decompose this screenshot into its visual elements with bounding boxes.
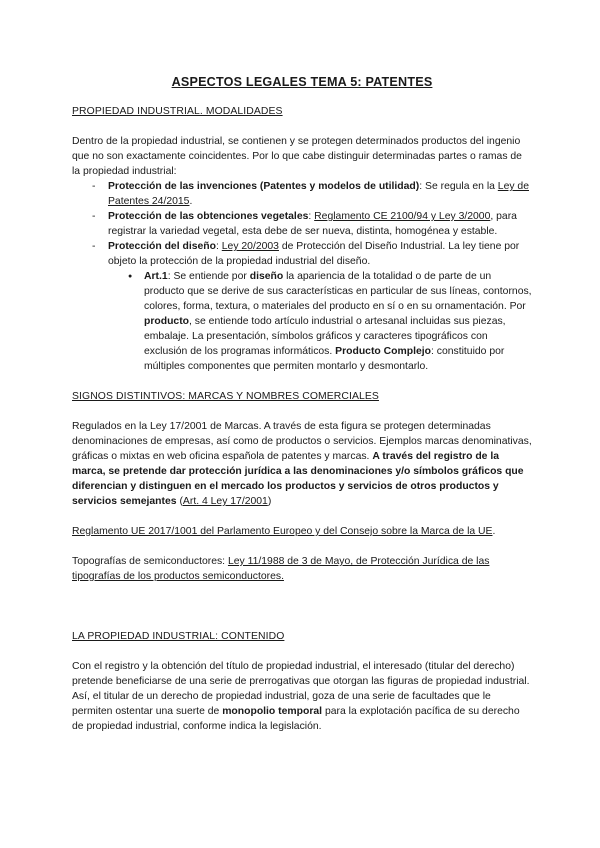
item-text: . [189,196,193,207]
section-heading-signos: SIGNOS DISTINTIVOS: MARCAS Y NOMBRES COMERCIALES [72,391,379,402]
document-page [72,74,532,749]
list-item-invenciones [72,179,532,209]
law-link[interactable]: Reglamento UE 2017/1001 del Parlamento Europeo y del Consejo sobre la Marca de la UE [72,526,493,537]
item-title: Protección de las invenciones (Patentes y modelos de utilidad) [108,181,420,192]
paragraph-text: Con el registro y la obtención del título de propiedad industrial, el interesado (titular del derecho) pretende beneficiarse de una serie de prerrogativas que otorgan las figuras de propiedad industrial. Así, el titular de un derecho de propiedad industrial, goza de una serie de facultades que le permiten ostentar una suerte de [72,661,530,717]
sublist-item-art1 [108,269,532,374]
intro-paragraph: Dentro de la propiedad industrial, se contienen y se protegen determinados productos del ingenio que no son exactamente coincidentes. Por lo que cabe distinguir determinadas partes o ramas de la propiedad industrial: [72,136,522,177]
bold-term: producto [144,316,190,327]
paragraph-text: ) [267,496,272,507]
item-text: : [215,241,222,252]
item-text: la apariencia de la totalidad o de parte de un producto que se derive de sus características en particular de sus líneas, contornos, colores, forma, textura, o materiales del producto en sí o en su ornamentación. Por [144,271,532,312]
item-text: : [308,211,315,222]
bold-term: Producto Complejo [335,346,431,357]
item-title: Protección de las obtenciones vegetales [108,211,309,222]
item-text: , se entiende todo artículo industrial o artesanal incluidas sus piezas, embalaje. La presentación, símbolos gráficos y caracteres tipográficos con exclusión de los programas informáticos. [144,316,506,357]
bold-term: monopolio temporal [222,706,323,717]
paragraph-text: ( [176,496,183,507]
item-text: : Se entiende por [167,271,250,282]
law-link[interactable]: Art. 4 Ley 17/2001 [182,496,268,507]
document-title: ASPECTOS LEGALES TEMA 5: PATENTES [171,75,433,89]
paragraph-text: para la explotación pacífica de su derecho de propiedad industrial, conforme indica la legislación. [72,706,520,732]
article-sublist [108,269,532,374]
bold-statement: A través del registro de la marca, se pretende dar protección jurídica a las denominaciones y/o símbolos gráficos que diferencian y distinguen en el mercado los productos y servicios de otros productos y servicios semejantes [72,451,524,507]
paragraph-text: . [492,526,496,537]
list-item-vegetales [72,209,532,239]
item-text: : constituido por múltiples componentes que permiten montarlo y desmontarlo. [144,346,505,372]
section-heading-modalidades: PROPIEDAD INDUSTRIAL. MODALIDADES [72,106,283,117]
paragraph-text: Regulados en la Ley 17/2001 de Marcas. A través de esta figura se protegen determinadas denominaciones de empresas, así como de productos o servicios. Ejemplos marcas denominativas, gráficas o mixtas en web oficina española de patentes y marcas. [72,421,532,462]
list-item-diseno [72,239,532,374]
paragraph-text: Topografías de semiconductores: [72,556,228,567]
law-link[interactable]: Ley 11/1988 de 3 de Mayo, de Protección Jurídica de las tipografías de los productos semiconductores. [72,556,490,582]
law-link[interactable]: Ley de Patentes 24/2015 [108,181,529,207]
spacer [72,599,532,629]
item-text: : Se regula en la [419,181,498,192]
modalities-list [72,179,532,374]
topografias-paragraph [72,554,532,584]
item-text: , para registrar la variedad vegetal, esta debe de ser nueva, distinta, homogénea y estable. [108,211,517,237]
law-link[interactable]: Reglamento CE 2100/94 y Ley 3/2000 [314,211,491,222]
item-title: Protección del diseño [108,241,216,252]
reglamento-paragraph [72,524,532,539]
section-heading-contenido: LA PROPIEDAD INDUSTRIAL: CONTENIDO [72,631,285,642]
article-label: Art.1 [144,271,168,282]
marcas-paragraph [72,419,532,509]
contenido-paragraph [72,659,532,734]
law-link[interactable]: Ley 20/2003 [221,241,279,252]
item-text: de Protección del Diseño Industrial. La ley tiene por objeto la protección de la propiedad industrial del diseño. [108,241,520,267]
bold-term: diseño [249,271,284,282]
